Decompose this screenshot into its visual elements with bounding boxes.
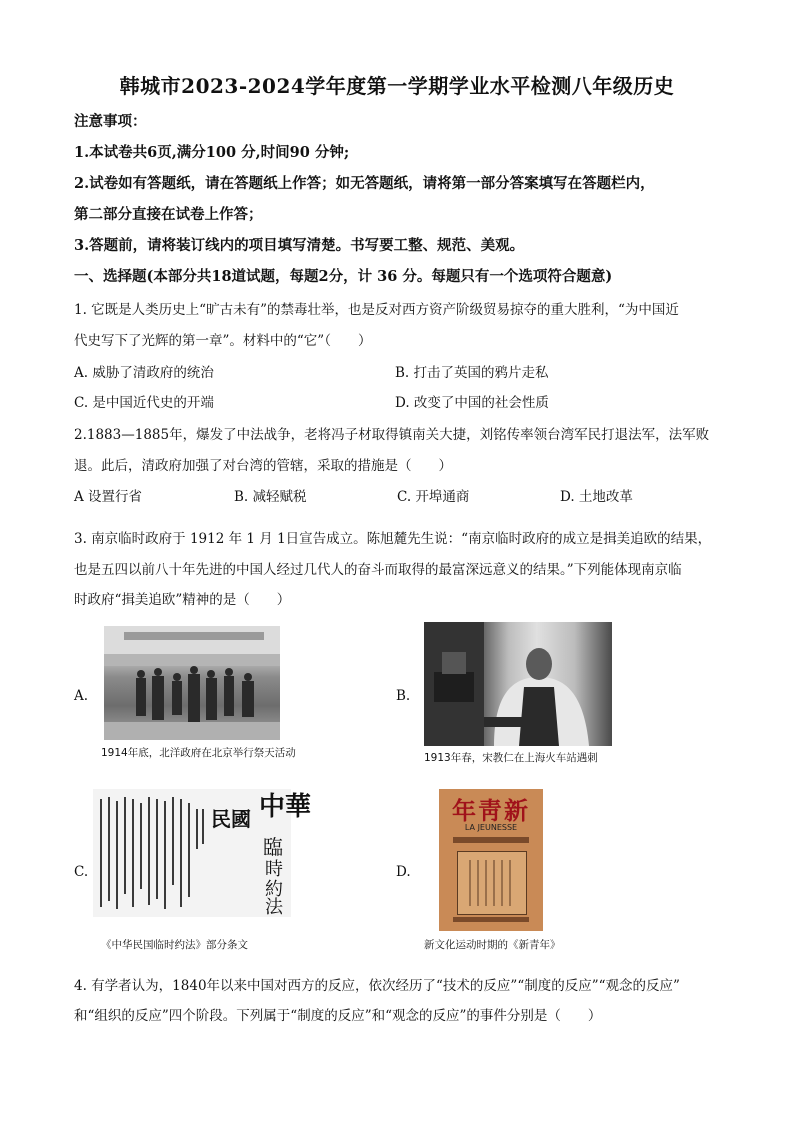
q4-line-2: 和“组织的反应”四个阶段。下列属于“制度的反应”和“观念的反应”的事件分别是（ ） bbox=[74, 1008, 602, 1024]
poster-title: 年靑新 bbox=[452, 796, 530, 825]
q3-option-b-label: B. bbox=[396, 688, 411, 704]
q3-option-a-caption: 1914年底，北洋政府在北京举行祭天活动 bbox=[101, 747, 296, 759]
notice-item-1: 1.本试卷共6页,满分100 分,时间90 分钟; bbox=[74, 144, 350, 161]
q3-option-d-label: D. bbox=[396, 864, 411, 880]
q2-line-1: 2.1883—1885年，爆发了中法战争，老将冯子材取得镇南关大捷，刘铭传率领台湾军民打退法军，法军败 bbox=[74, 427, 710, 443]
q1-option-d: D. 改变了中国的社会性质 bbox=[395, 395, 549, 411]
poster-footer-band bbox=[453, 917, 529, 922]
notice-item-2: 2.试卷如有答题纸，请在答题纸上作答；如无答题纸，请将第一部分答案填写在答题栏内， bbox=[74, 175, 655, 192]
notice-heading: 注意事项： bbox=[74, 113, 147, 130]
q2-option-b: B. 减轻赋税 bbox=[234, 489, 307, 505]
doc-c-text-4: 時 bbox=[265, 859, 283, 880]
doc-c-text-6: 法 bbox=[265, 897, 283, 918]
q3-option-c-caption: 《中华民国临时约法》部分条文 bbox=[101, 939, 248, 951]
q4-line-1: 4. 有学者认为，1840年以来中国对西方的反应，依次经历了“技术的反应”“制度的反应”“观念的反应” bbox=[74, 978, 680, 994]
poster-band bbox=[453, 837, 529, 843]
poster-subtitle: LA JEUNESSE bbox=[464, 823, 518, 832]
q2-option-d: D. 土地改革 bbox=[560, 489, 633, 505]
q1-line-2: 代史写下了光辉的第一章”。材料中的“它”（ ） bbox=[74, 333, 372, 349]
q2-option-a: A 设置行省 bbox=[74, 489, 143, 505]
q1-option-c: C. 是中国近代史的开端 bbox=[74, 395, 214, 411]
q3-line-1: 3. 南京临时政府于 1912 年 1 月 1日宣告成立。陈旭麓先生说：“南京临时政府的成立是揖美追欧的结果， bbox=[74, 531, 712, 547]
constitution-document bbox=[93, 789, 312, 918]
ceremony-photo bbox=[104, 626, 280, 740]
q3-option-a-label: A. bbox=[74, 688, 89, 704]
notice-item-3: 3.答题前，请将装订线内的项目填写清楚。书写要工整、规范、美观。 bbox=[74, 237, 525, 254]
q3-option-c-label: C. bbox=[74, 864, 89, 880]
doc-c-text-1: 中華 bbox=[259, 792, 312, 822]
q1-option-b: B. 打击了英国的鸦片走私 bbox=[395, 365, 549, 381]
doc-c-text-2: 民國 bbox=[211, 807, 251, 831]
notice-item-2-cont: 第二部分直接在试卷上作答； bbox=[74, 206, 263, 223]
q2-line-2: 退。此后，清政府加强了对台湾的管辖，采取的措施是（ ） bbox=[74, 458, 452, 474]
doc-c-text-5: 約 bbox=[265, 879, 283, 900]
q3-option-d-caption: 新文化运动时期的《新青年》 bbox=[424, 939, 561, 951]
q1-option-a: A. 威胁了清政府的统治 bbox=[74, 365, 214, 381]
q2-option-c: C. 开埠通商 bbox=[397, 489, 470, 505]
q3-line-3: 时政府“揖美追欧”精神的是（ ） bbox=[74, 592, 291, 608]
doc-c-text-3: 臨 bbox=[263, 835, 283, 859]
poster-frame bbox=[457, 851, 527, 915]
portrait-photo bbox=[424, 622, 612, 746]
q3-line-2: 也是五四以前八十年先进的中国人经过几代人的奋斗而取得的最富深远意义的结果。”下列能体现南京临 bbox=[74, 562, 682, 578]
q1-line-1: 1. 它既是人类历史上“旷古未有”的禁毒壮举，也是反对西方资产阶级贸易掠夺的重大胜利，“为中国近 bbox=[74, 302, 679, 318]
new-youth-cover bbox=[439, 789, 543, 931]
page-title: 韩城市2023-2024学年度第一学期学业水平检测八年级历史 bbox=[119, 74, 675, 98]
q3-option-b-caption: 1913年春，宋教仁在上海火车站遇刺 bbox=[424, 752, 598, 764]
section-heading: 一、选择题(本部分共18道试题，每题2分，计 36 分。每题只有一个选项符合题意) bbox=[74, 268, 613, 285]
